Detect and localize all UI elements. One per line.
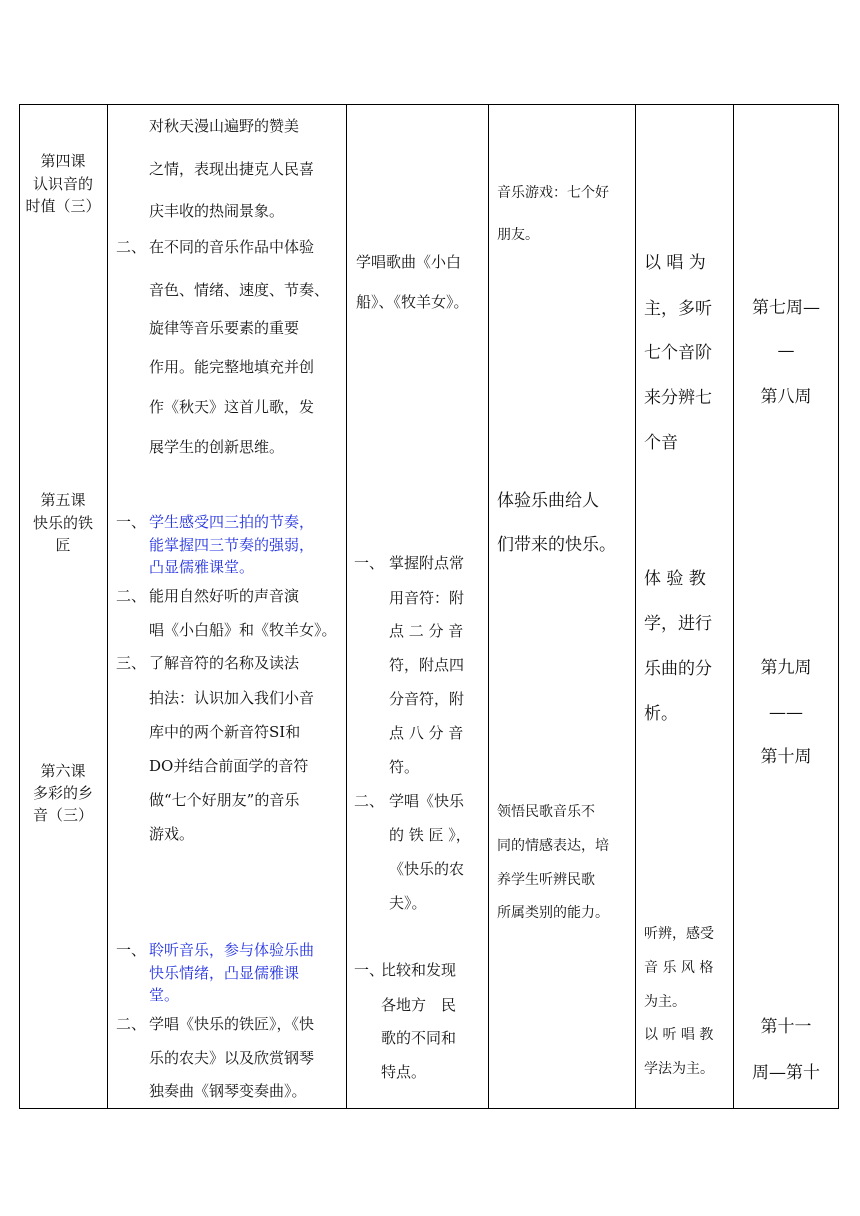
lesson-title-line: 第六课 (40, 762, 86, 780)
lesson-title-line: 第五课 (40, 491, 86, 509)
goal-line: 展学生的创新思维。 (149, 438, 285, 456)
content-line: 符，附点四 (389, 656, 465, 674)
method-line: 个音 (644, 433, 678, 453)
week-line: 周—第十 (752, 1063, 820, 1083)
table-divider-1 (107, 104, 108, 1109)
lesson-title-line: 多彩的乡 (32, 784, 93, 802)
goal-item-number: 二、 (116, 238, 147, 256)
content-line: 学唱《快乐 (389, 792, 465, 810)
content-line: 比较和发现 (381, 961, 457, 979)
goal-line-highlight: 学生感受四三拍的节奏， (149, 513, 315, 531)
activity-line: 体验乐曲给人 (497, 491, 599, 511)
method-line: 析。 (644, 704, 678, 724)
method-line: 学法为主。 (644, 1061, 714, 1077)
goal-line-highlight: 能掌握四三节奏的强弱， (149, 536, 315, 554)
content-item-number: 二、 (354, 792, 385, 810)
week-line: —— (769, 703, 803, 723)
table-divider-3 (488, 104, 489, 1109)
method-line: 主，多听 (644, 299, 712, 319)
week-line: 第七周— (752, 298, 820, 318)
content-item-number: 一、 (354, 554, 385, 572)
content-line: 点 八 分 音 (389, 724, 464, 742)
table-border-left (19, 104, 20, 1109)
activity-line: 们带来的快乐。 (497, 535, 616, 555)
content-line: 船》、《牧羊女》。 (356, 293, 469, 311)
activity-line: 领悟民歌音乐不 (497, 804, 595, 820)
goal-line: 对秋天漫山遍野的赞美 (149, 117, 300, 135)
goal-item-number: 二、 (116, 587, 147, 605)
goal-line: 之情，表现出捷克人民喜 (149, 160, 315, 178)
content-line: 夫》。 (389, 894, 427, 912)
goal-line: 乐的农夫》以及欣赏钢琴 (149, 1049, 315, 1067)
table-divider-5 (733, 104, 734, 1109)
goal-line: 了解音符的名称及读法 (149, 654, 300, 672)
method-line: 来分辨七 (644, 388, 712, 408)
goal-line: 能用自然好听的声音演 (149, 587, 300, 605)
goal-line-highlight: 凸显儒雅课堂。 (149, 558, 255, 576)
table-border-right (838, 104, 839, 1109)
lesson-title-line: 时值（三） (25, 197, 101, 215)
goal-item-number: 一、 (116, 513, 147, 531)
goal-line: 库中的两个新音符SI和 (149, 723, 301, 741)
week-line: 第九周 (760, 658, 812, 678)
goal-line-highlight: 聆听音乐，参与体验乐曲 (149, 941, 315, 959)
activity-line: 所属类别的能力。 (497, 905, 609, 921)
content-line: 符。 (389, 758, 420, 776)
lesson-title-line: 认识音的 (32, 175, 93, 193)
content-line: 《快乐的农 (389, 860, 465, 878)
method-line: 听辨，感受 (644, 926, 714, 942)
goal-line: 拍法：认识加入我们小音 (149, 689, 315, 707)
goal-line: 在不同的音乐作品中体验 (149, 238, 315, 256)
method-line: 体 验 教 (644, 569, 706, 589)
goal-line: 学唱《快乐的铁匠》，《快 (149, 1015, 315, 1033)
table-divider-4 (635, 104, 636, 1109)
goal-line: 独奏曲《钢琴变奏曲》。 (149, 1082, 307, 1100)
week-line: — (777, 341, 795, 361)
goal-line: 作用。能完整地填充并创 (149, 358, 315, 376)
goal-line: 做“七个好朋友”的音乐 (149, 791, 300, 809)
content-line: 特点。 (381, 1063, 427, 1081)
method-line: 学，进行 (644, 614, 712, 634)
content-line: 歌的不同和 (381, 1029, 457, 1047)
goal-line: 庆丰收的热闹景象。 (149, 202, 285, 220)
week-line: 第八周 (760, 387, 812, 407)
activity-line: 音乐游戏：七个好 (497, 185, 609, 201)
content-line: 各地方 民 (381, 996, 457, 1014)
method-line: 以 听 唱 教 (644, 1027, 714, 1043)
goal-line: 游戏。 (149, 825, 195, 843)
activity-line: 同的情感表达，培 (497, 838, 609, 854)
method-line: 为主。 (644, 994, 686, 1010)
content-line: 的 铁 匠 》， (389, 826, 471, 844)
table-border-top (19, 104, 839, 105)
content-line: 点 二 分 音 (389, 622, 464, 640)
goal-item-number: 二、 (116, 1015, 147, 1033)
goal-line: 作《秋天》这首儿歌，发 (149, 398, 315, 416)
goal-line-highlight: 快乐情绪，凸显儒雅课 (149, 964, 300, 982)
goal-line: 音色、情绪、速度、节奏、 (149, 281, 330, 299)
week-line: 第十一 (760, 1017, 812, 1037)
method-line: 乐曲的分 (644, 659, 712, 679)
table-divider-2 (346, 104, 347, 1109)
goal-line: 唱《小白船》和《牧羊女》。 (149, 621, 337, 639)
method-line: 以 唱 为 (644, 253, 706, 273)
method-line: 音 乐 风 格 (644, 960, 714, 976)
goal-line: DO并结合前面学的音符 (149, 757, 309, 775)
content-line: 分音符，附 (389, 690, 465, 708)
goal-item-number: 一、 (116, 941, 147, 959)
activity-line: 养学生听辨民歌 (497, 872, 595, 888)
lesson-title-line: 音（三） (32, 806, 93, 824)
goal-item-number: 三、 (116, 654, 147, 672)
content-line: 掌握附点常 (389, 554, 465, 572)
week-line: 第十周 (760, 747, 812, 767)
goal-line-highlight: 堂。 (149, 986, 180, 1004)
activity-line: 朋友。 (497, 227, 539, 243)
lesson-title-line: 快乐的铁 (32, 514, 93, 532)
table-border-bottom (19, 1108, 839, 1109)
content-line: 用音符：附 (389, 589, 465, 607)
goal-line: 旋律等音乐要素的重要 (149, 319, 300, 337)
method-line: 七个音阶 (644, 343, 712, 363)
content-line: 学唱歌曲《小白 (356, 253, 462, 271)
lesson-title-line: 第四课 (40, 152, 86, 170)
content-item-number: 一、 (354, 961, 385, 979)
lesson-title-line: 匠 (55, 536, 71, 554)
